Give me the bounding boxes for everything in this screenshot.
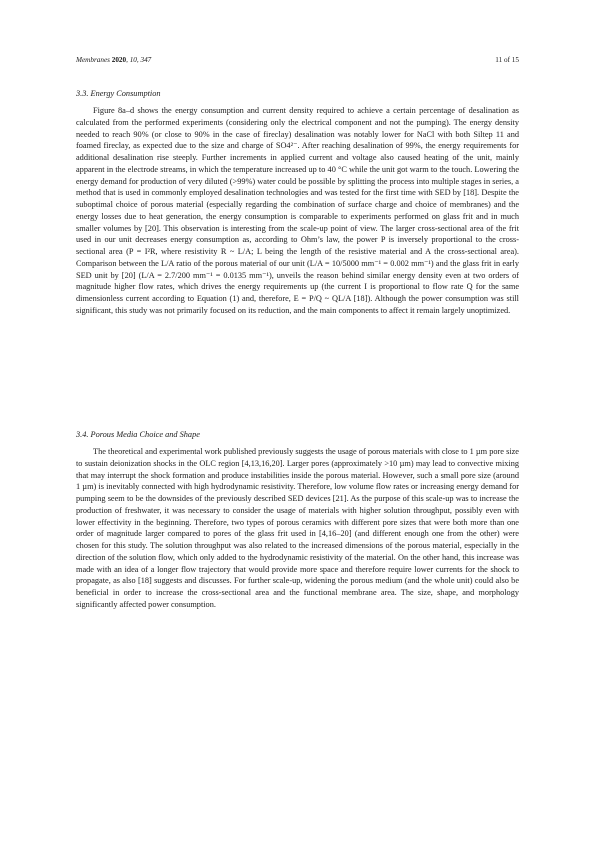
journal-citation: Membranes 2020, 10, 347 <box>76 56 152 64</box>
section-heading: 3.3. Energy Consumption <box>76 89 161 98</box>
page-header <box>76 56 519 68</box>
section-energy-consumption <box>76 88 519 317</box>
section-porous-media <box>76 429 519 611</box>
page-number: 11 of 15 <box>495 56 519 64</box>
paragraph: The theoretical and experimental work published previously suggests the usage of porous materials with close to 1 µm pore size to sustain deionization shocks in the OLC region [4,13,16,20]. Larger pores (approximately >10 µm) may lead to convective mixing that may interrupt the shock formation and produce instabilities inside the porous material. However, such a small pore size (around 1 µm) is inevitably connected with high hydrodynamic resistivity. Therefore, low volume flow rates or increasing energy demand for pumping seem to be the downsides of the previously described SED devices [21]. As the purpose of this scale-up was to increase the production of freshwater, it was necessary to consider the usage of materials with higher solution throughput, possibly even with lower effectivity in the beginning. Therefore, two types of porous ceramics with different pore sizes that were both more than one order of magnitude larger compared to pores of the glass frit used in [4,16–20] (and different enough one from the other) were chosen for this study. The solution throughput was also related to the increased dimensions of the porous material, especially in the direction of the solution flow, which only added to the hydrodynamic resistivity of the material. On the other hand, this increase was made with an idea of a longer flow trajectory that would provide more space and therefore require lower currents for the shock to propagate, as also [18] suggests and discusses. For further scale-up, widening the porous medium (and the whole unit) could also be beneficial in order to increase the cross-sectional area and the functional membrane area. The size, shape, and morphology significantly affected power consumption. <box>76 447 519 609</box>
section-heading: 3.4. Porous Media Choice and Shape <box>76 430 200 439</box>
paragraph: Figure 8a–d shows the energy consumption and current density required to achieve a certain percentage of desalination as calculated from the performed experiments (considering only the electrical component and not the pumping). The energy density needed to reach 90% (or close to 90% in the case of fireclay) desalination was notably lower for NaCl with both Siltep 11 and foamed fireclay, as expected due to the size and charge of SO4²⁻. After reaching desalination of 99%, the energy requirements for additional desalination rise steeply. Further increments in applied current and voltage also caused heating of the unit, mainly apparent in the electrode streams, in which the temperature increased up to 40 °C while the unit got warm to the touch. Lowering the energy demand for production of very diluted (>99%) water could be possible by splitting the process into multiple stages in series, a method that is used in commonly employed desalination technologies and was tested for the first time with SED by [18]. Despite the suboptimal choice of porous material (especially regarding the combination of surface charge and choice of membranes) and the energy losses due to heat generation, the energy consumption is comparable to experiments performed on glass frit and in much smaller volumes by [20]. This observation is interesting from the scale-up point of view. The larger cross-sectional area of the frit used in our unit decreases energy consumption as, according to Ohm’s law, the power P is inversely proportional to the cross-sectional area (P = I²R, where resistivity R ~ L/A; L being the length of the resistive material and A the cross-sectional area). Comparison between the L/A ratio of the porous material of our unit (L/A = 10/5000 mm⁻¹ = 0.002 mm⁻¹) and the glass frit in early SED unit by [20] (L/A = 2.7/200 mm⁻¹ = 0.0135 mm⁻¹), unveils the reason behind similar energy density even at two orders of magnitude higher flow rates, which drives the energy requirements up (the current I is proportional to flow rate Q for the same dimensionless current according to Equation (1) and, therefore, E = P/Q ~ QL/A [18]). Although the power consumption was still significant, this study was not primarily focused on its reduction, and the main components to affect it remain largely unoptimized. <box>76 106 519 315</box>
